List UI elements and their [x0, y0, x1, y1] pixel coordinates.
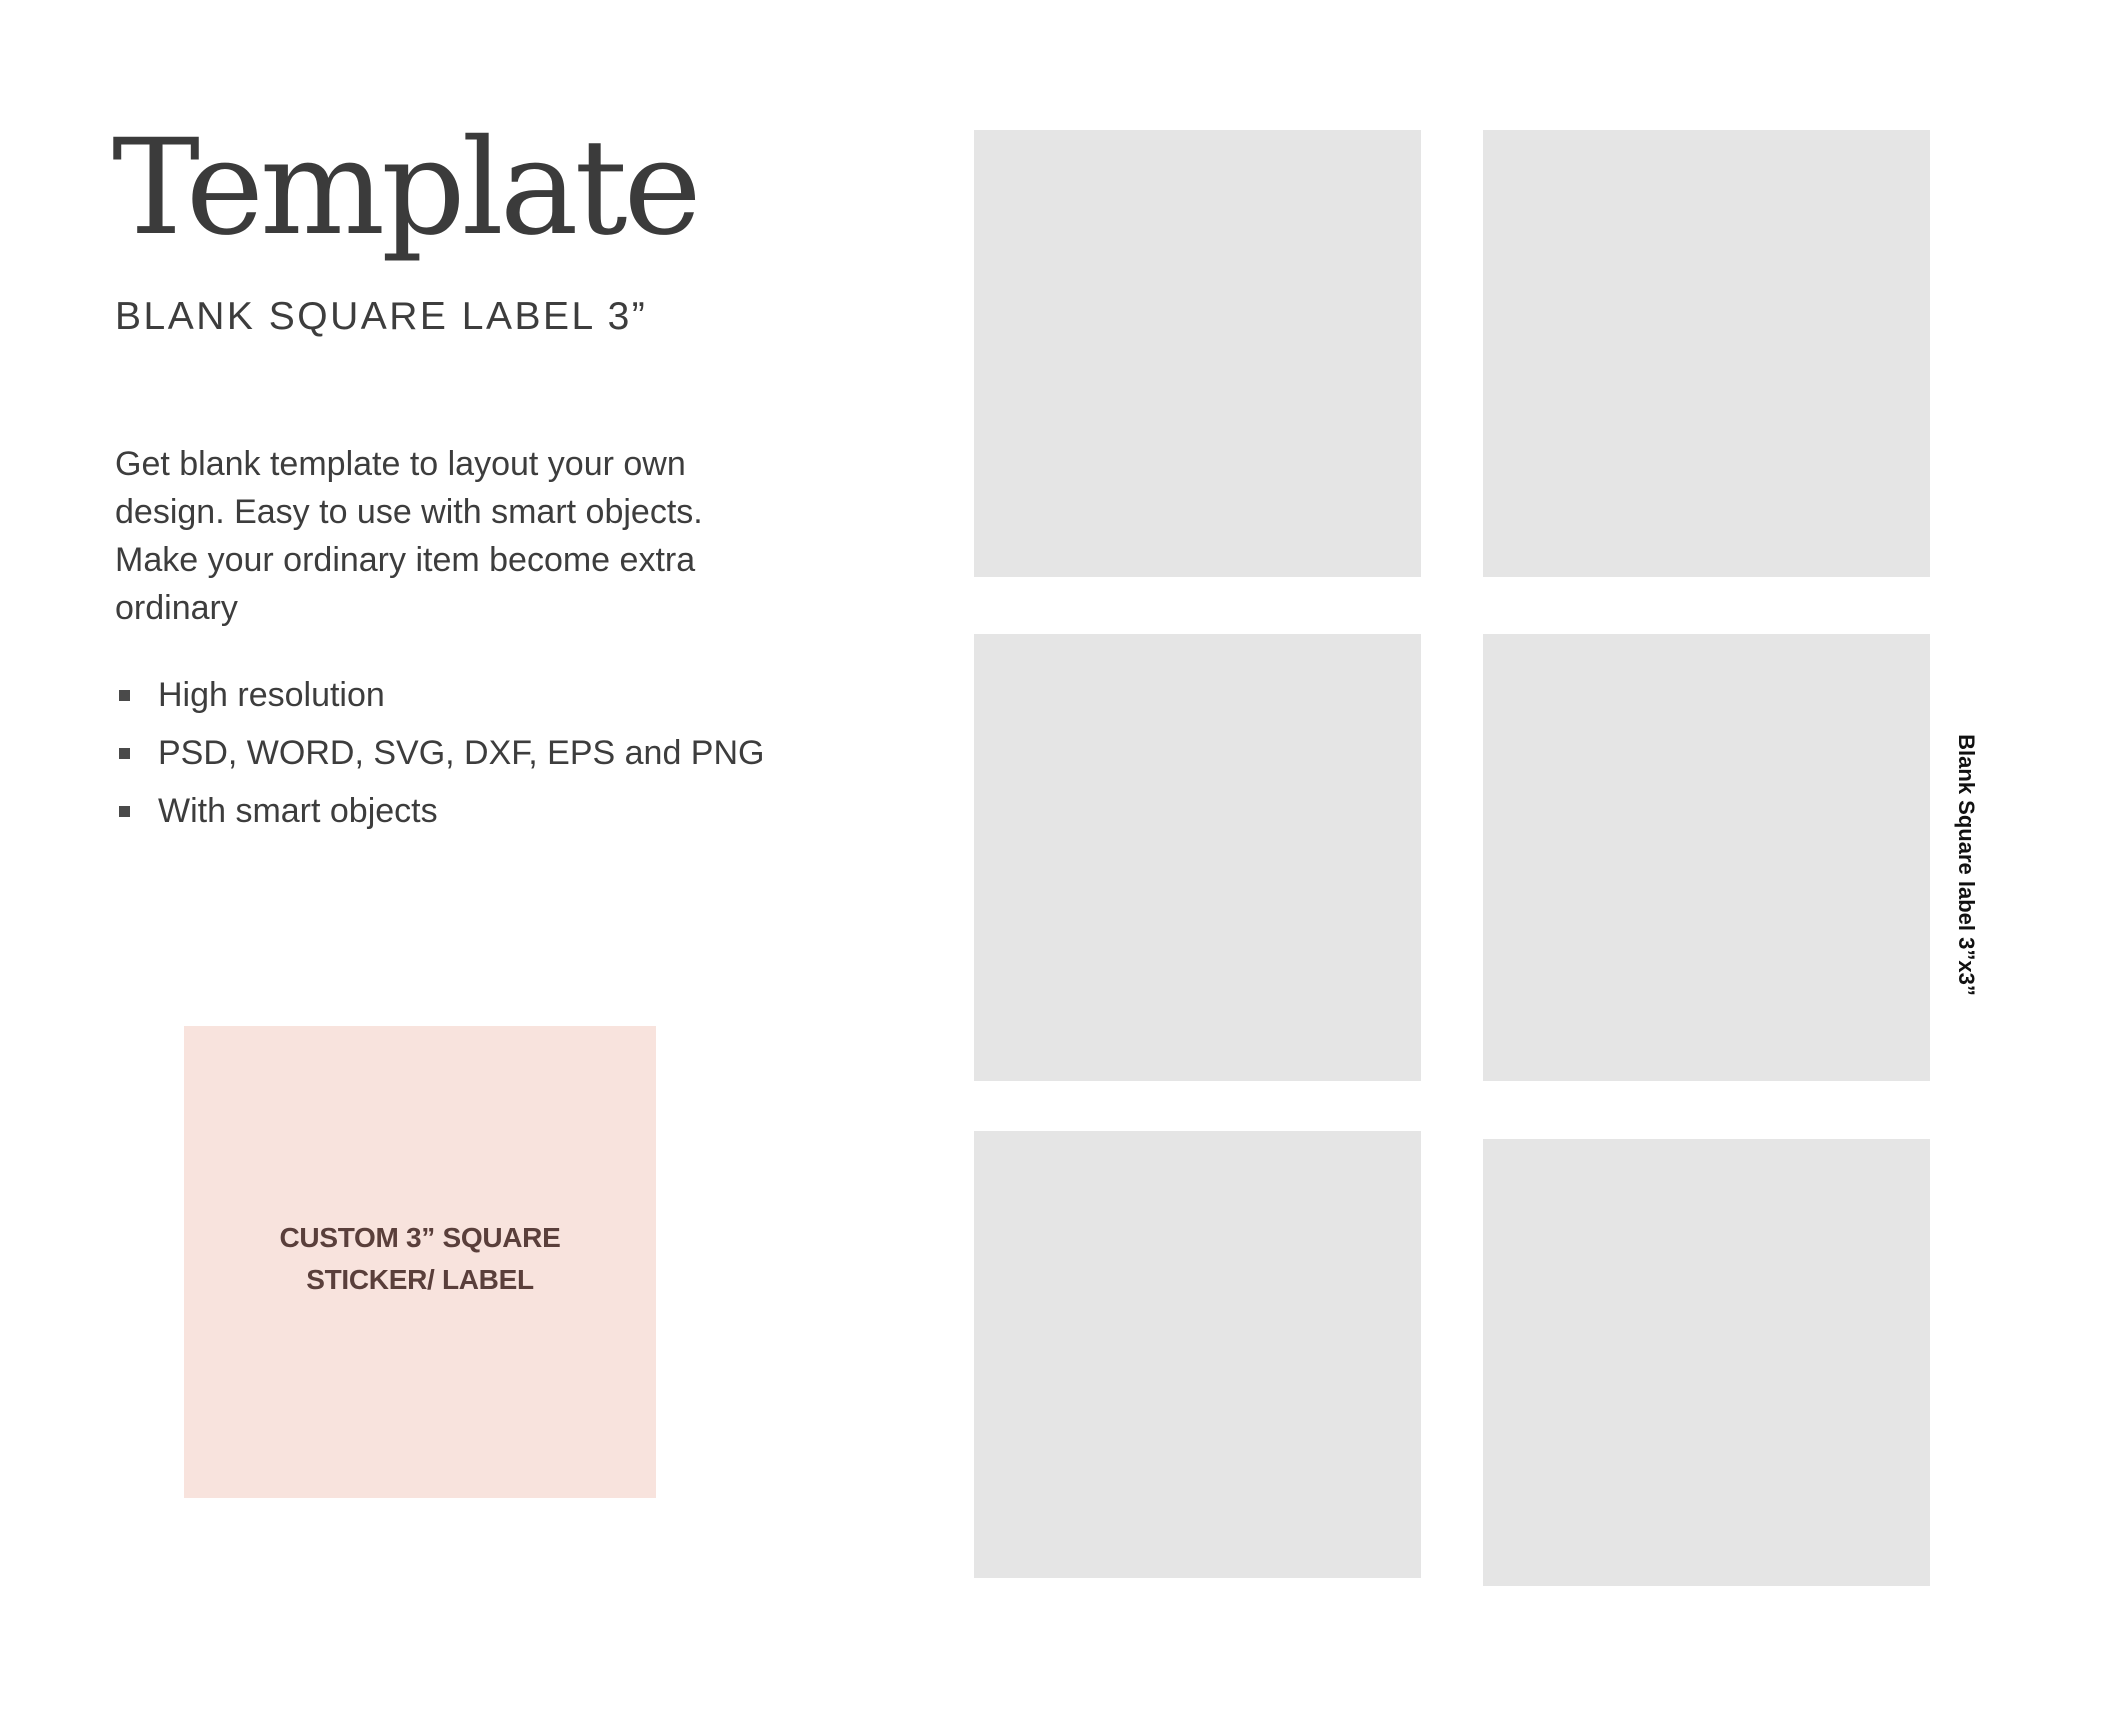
feature-item: [115, 724, 815, 782]
feature-label: PSD, WORD, SVG, DXF, EPS and PNG: [158, 734, 765, 772]
feature-item: [115, 782, 815, 840]
sticker-caption-line: STICKER/ LABEL: [306, 1264, 534, 1295]
blank-label-5: [974, 1131, 1421, 1578]
blank-label-2: [1483, 130, 1930, 577]
page-subtitle: BLANK SQUARE LABEL 3”: [115, 295, 648, 338]
blank-label-1: [974, 130, 1421, 577]
bullet-square-icon: [119, 806, 130, 817]
sheet-side-caption: Blank Square label 3”x3”: [1954, 734, 1979, 996]
bullet-square-icon: [119, 690, 130, 701]
description-text: Get blank template to layout your own design. Easy to use with smart objects. Make your ordinary item become extra ordinary: [115, 445, 703, 627]
feature-label: High resolution: [158, 676, 385, 714]
feature-list: [115, 666, 815, 840]
sticker-caption-line: CUSTOM 3” SQUARE: [279, 1222, 561, 1253]
bullet-square-icon: [119, 748, 130, 759]
feature-item: [115, 666, 815, 724]
blank-label-3: [974, 634, 1421, 1081]
blank-label-6: [1483, 1139, 1930, 1586]
blank-label-4: [1483, 634, 1930, 1081]
page-title: Template: [112, 111, 698, 265]
feature-label: With smart objects: [158, 792, 438, 830]
custom-sticker-preview: [184, 1026, 656, 1498]
sticker-caption: [280, 1217, 561, 1301]
